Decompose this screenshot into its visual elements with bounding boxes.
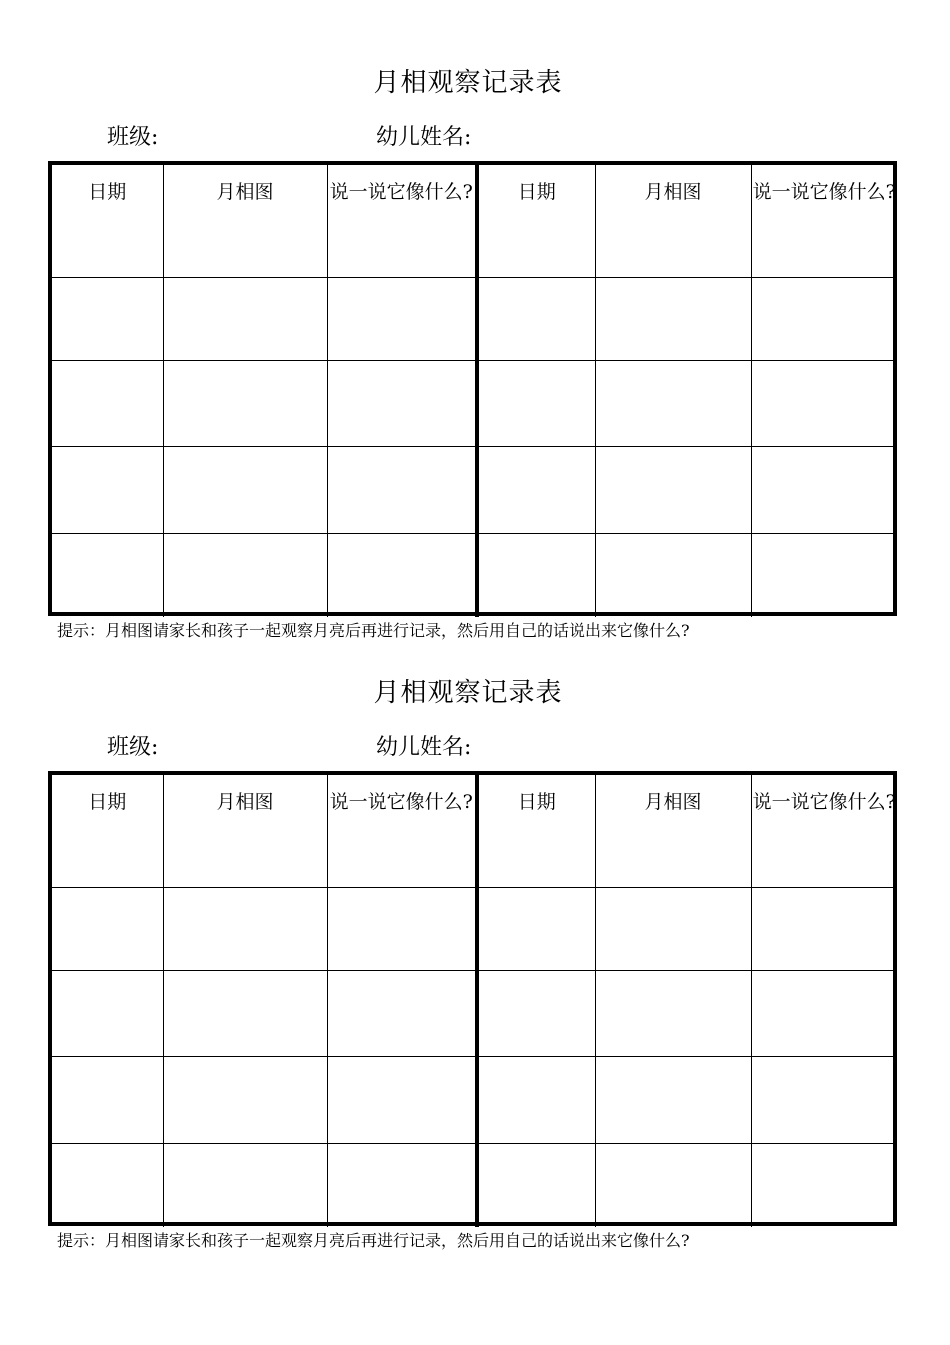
date-cell[interactable] bbox=[52, 970, 163, 1056]
header-moon-phase-drawing: 月相图 bbox=[595, 165, 751, 277]
observation-table bbox=[52, 165, 897, 617]
date-cell[interactable] bbox=[477, 277, 595, 360]
header-date: 日期 bbox=[52, 775, 163, 887]
table-header-row bbox=[52, 165, 897, 277]
drawing-cell[interactable] bbox=[163, 1056, 327, 1143]
drawing-cell[interactable] bbox=[595, 970, 751, 1056]
date-cell[interactable] bbox=[52, 360, 163, 446]
drawing-cell[interactable] bbox=[163, 360, 327, 446]
drawing-cell[interactable] bbox=[595, 360, 751, 446]
date-cell[interactable] bbox=[477, 360, 595, 446]
class-label: 班级: bbox=[107, 735, 159, 760]
observation-table-frame bbox=[48, 771, 897, 1226]
table-row bbox=[52, 533, 897, 617]
date-cell[interactable] bbox=[52, 277, 163, 360]
table-header-row bbox=[52, 775, 897, 887]
header-date: 日期 bbox=[477, 775, 595, 887]
header-what-it-looks-like: 说一说它像什么? bbox=[751, 165, 897, 277]
description-cell[interactable] bbox=[327, 1056, 477, 1143]
table-row bbox=[52, 887, 897, 970]
header-what-it-looks-like: 说一说它像什么? bbox=[751, 775, 897, 887]
drawing-cell[interactable] bbox=[163, 887, 327, 970]
drawing-cell[interactable] bbox=[595, 1143, 751, 1227]
date-cell[interactable] bbox=[477, 1143, 595, 1227]
description-cell[interactable] bbox=[751, 887, 897, 970]
description-cell[interactable] bbox=[751, 446, 897, 533]
child-name-label: 幼儿姓名: bbox=[376, 125, 472, 150]
drawing-cell[interactable] bbox=[163, 277, 327, 360]
description-cell[interactable] bbox=[751, 533, 897, 617]
date-cell[interactable] bbox=[477, 887, 595, 970]
description-cell[interactable] bbox=[751, 1056, 897, 1143]
drawing-cell[interactable] bbox=[163, 970, 327, 1056]
description-cell[interactable] bbox=[327, 533, 477, 617]
table-row bbox=[52, 446, 897, 533]
description-cell[interactable] bbox=[327, 360, 477, 446]
header-what-it-looks-like: 说一说它像什么? bbox=[327, 165, 477, 277]
drawing-cell[interactable] bbox=[595, 446, 751, 533]
drawing-cell[interactable] bbox=[595, 533, 751, 617]
date-cell[interactable] bbox=[52, 887, 163, 970]
date-cell[interactable] bbox=[477, 970, 595, 1056]
class-label: 班级: bbox=[107, 125, 159, 150]
drawing-cell[interactable] bbox=[163, 446, 327, 533]
record-sheet-1 bbox=[0, 0, 950, 640]
description-cell[interactable] bbox=[327, 277, 477, 360]
date-cell[interactable] bbox=[52, 1143, 163, 1227]
header-moon-phase-drawing: 月相图 bbox=[163, 165, 327, 277]
date-cell[interactable] bbox=[52, 1056, 163, 1143]
drawing-cell[interactable] bbox=[595, 277, 751, 360]
date-cell[interactable] bbox=[52, 446, 163, 533]
drawing-cell[interactable] bbox=[595, 887, 751, 970]
observation-table bbox=[52, 775, 897, 1227]
drawing-cell[interactable] bbox=[163, 533, 327, 617]
sheet-title: 月相观察记录表 bbox=[373, 678, 563, 708]
table-row bbox=[52, 1143, 897, 1227]
date-cell[interactable] bbox=[477, 1056, 595, 1143]
header-moon-phase-drawing: 月相图 bbox=[595, 775, 751, 887]
description-cell[interactable] bbox=[751, 970, 897, 1056]
sheet-title: 月相观察记录表 bbox=[373, 68, 563, 98]
date-cell[interactable] bbox=[477, 533, 595, 617]
description-cell[interactable] bbox=[751, 360, 897, 446]
header-moon-phase-drawing: 月相图 bbox=[163, 775, 327, 887]
header-what-it-looks-like: 说一说它像什么? bbox=[327, 775, 477, 887]
table-row bbox=[52, 277, 897, 360]
date-cell[interactable] bbox=[52, 533, 163, 617]
description-cell[interactable] bbox=[327, 446, 477, 533]
description-cell[interactable] bbox=[327, 887, 477, 970]
hint-text: 提示：月相图请家长和孩子一起观察月亮后再进行记录，然后用自己的话说出来它像什么? bbox=[57, 621, 690, 640]
date-cell[interactable] bbox=[477, 446, 595, 533]
description-cell[interactable] bbox=[751, 277, 897, 360]
table-row bbox=[52, 1056, 897, 1143]
drawing-cell[interactable] bbox=[595, 1056, 751, 1143]
table-row bbox=[52, 970, 897, 1056]
header-date: 日期 bbox=[477, 165, 595, 277]
description-cell[interactable] bbox=[327, 970, 477, 1056]
drawing-cell[interactable] bbox=[163, 1143, 327, 1227]
observation-table-frame bbox=[48, 161, 897, 616]
description-cell[interactable] bbox=[327, 1143, 477, 1227]
table-row bbox=[52, 360, 897, 446]
header-date: 日期 bbox=[52, 165, 163, 277]
hint-text: 提示：月相图请家长和孩子一起观察月亮后再进行记录，然后用自己的话说出来它像什么? bbox=[57, 1231, 690, 1250]
child-name-label: 幼儿姓名: bbox=[376, 735, 472, 760]
record-sheet-2 bbox=[0, 610, 950, 1250]
description-cell[interactable] bbox=[751, 1143, 897, 1227]
